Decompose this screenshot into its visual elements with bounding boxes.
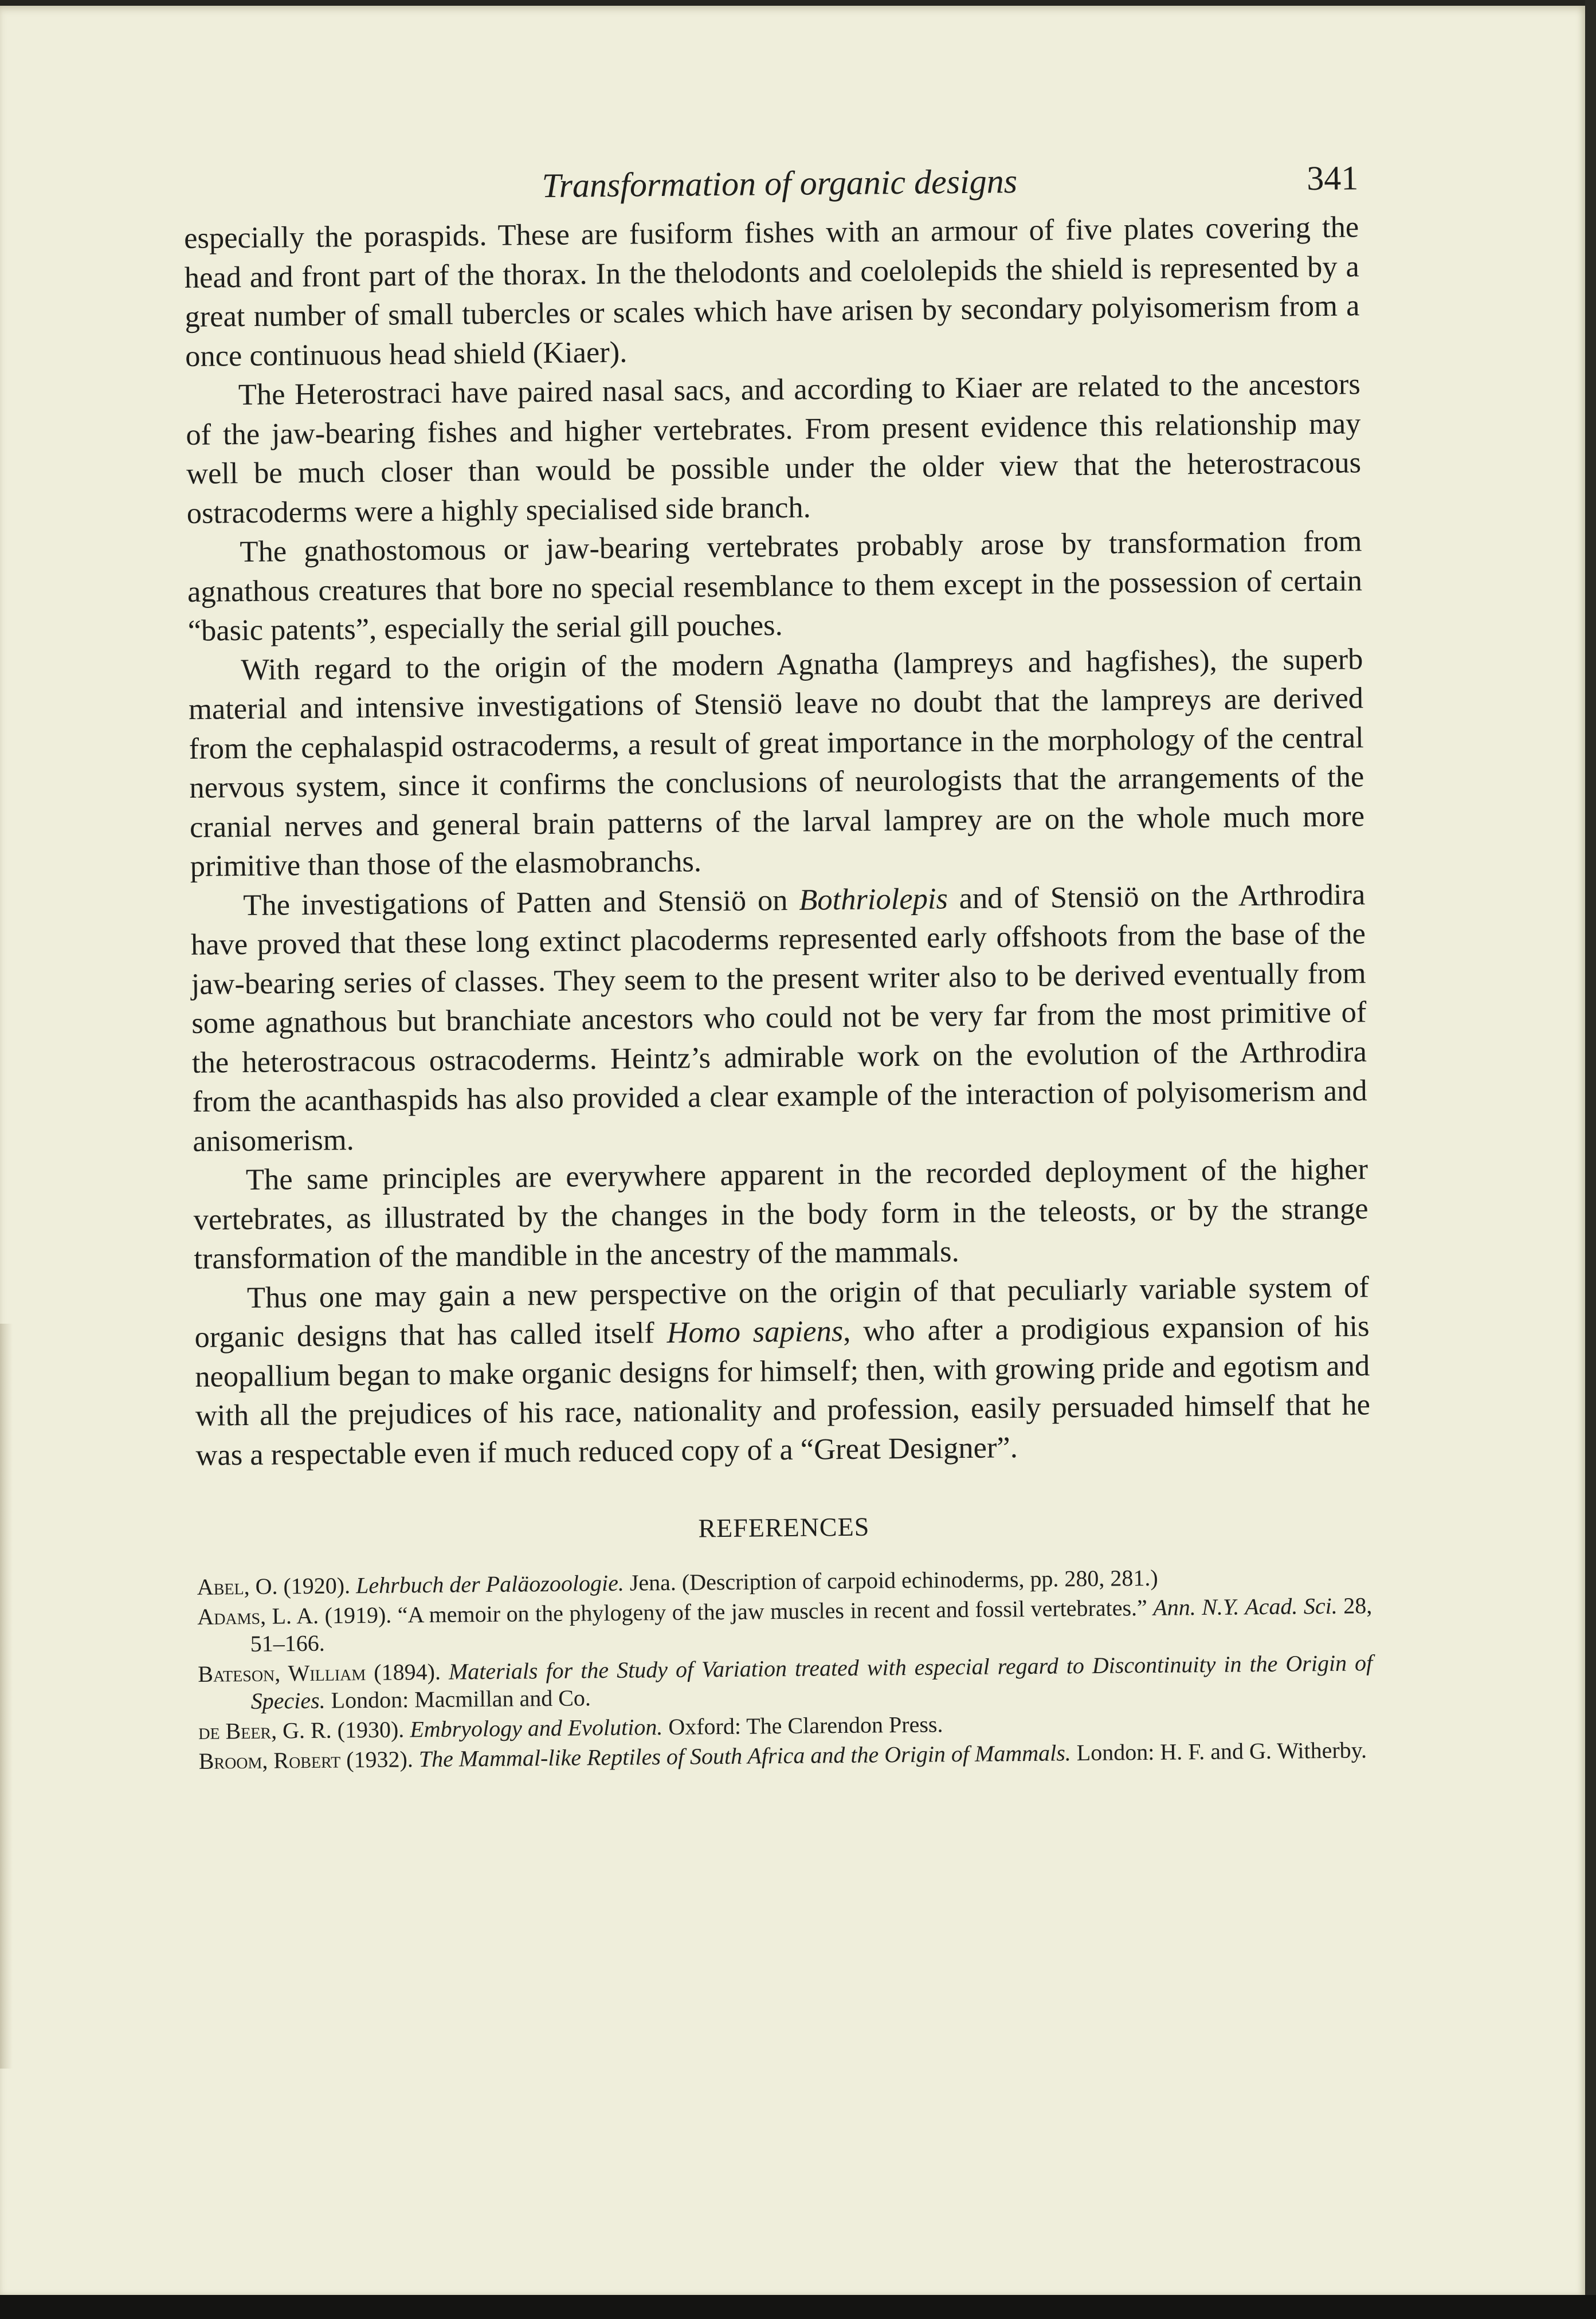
paragraph <box>187 521 1363 650</box>
reference-author: de Beer <box>198 1717 272 1744</box>
reference-author: Abel <box>197 1574 244 1600</box>
reference-entry <box>197 1592 1373 1658</box>
running-head <box>183 155 1359 218</box>
reference-text: (1932). <box>340 1746 419 1773</box>
reference-text: 28, 51–166. <box>250 1592 1373 1657</box>
reference-text: , O. (1920). <box>244 1572 356 1600</box>
scan-bottom-edge <box>0 2295 1596 2319</box>
reference-author: Adams <box>197 1603 261 1630</box>
text-run: The investigations of Patten and Stensiö on <box>243 883 799 922</box>
paragraph <box>188 639 1365 886</box>
reference-author: Bateson, William <box>198 1659 366 1687</box>
references-list <box>197 1562 1374 1775</box>
reference-text: London: H. F. and G. Witherby. <box>1070 1737 1367 1766</box>
reference-text: London: Macmillan and Co. <box>325 1685 591 1713</box>
reference-title: Embryology and Evolution. <box>410 1714 663 1743</box>
reference-title: Ann. N.Y. Acad. Sci. <box>1153 1592 1338 1620</box>
book-page <box>0 6 1585 2295</box>
text-run: and of Stensiö on the Arthrodira have proved that these long extinct placoderms represented early offshoots from the base of the jaw-bearing series of classes. They seem to the present writer also to be derived eventually from some agnathous but branchiate ancestors who could not be very far from the most primitive of the heterostracous ostracoderms. Heintz’s admirable work on the evolution of the Arthrodira from the acanthaspids has also provided a clear example of the interaction of polyisomerism and anisomerism. <box>190 877 1367 1158</box>
page-binding-shadow <box>0 1324 13 2069</box>
reference-text: Oxford: The Clarendon Press. <box>662 1711 943 1740</box>
reference-entry <box>198 1649 1373 1716</box>
page-number: 341 <box>1306 159 1359 198</box>
paragraph <box>190 875 1368 1161</box>
page-content <box>183 155 1374 1777</box>
references-heading: REFERENCES <box>698 1512 870 1543</box>
reference-text: , L. A. (1919). “A memoir on the phylogeny of the jaw muscles in recent and fossil vertebrates.” <box>260 1594 1154 1629</box>
text-run: Thus one may gain a new perspective on the origin of that peculiarly variable system of organic designs that has called itself <box>194 1270 1370 1354</box>
text-run: With regard to the origin of the modern Agnatha (lampreys and hagfishes), the superb material and intensive investigations of Stensiö leave no doubt that the lampreys are derived from the cephalaspid ostracoderms, a result of great importance in the morphology of the central nervous system, since it confirms the conclusions of neurologists that the arrangements of the cranial nerves and general brain patterns of the larval lamprey are on the whole much more primitive than those of the elasmobranchs. <box>188 642 1365 883</box>
body-text <box>184 207 1371 1475</box>
reference-text: , G. R. (1930). <box>270 1716 410 1744</box>
reference-title: Materials for the Study of Variation treated with especial regard to Discontinuity in the Origin of Species. <box>250 1650 1373 1714</box>
reference-text: Jena. (Description of carpoid echinoderms, pp. 280, 281.) <box>624 1564 1158 1596</box>
text-run: The same principles are everywhere apparent in the recorded deployment of the higher vertebrates, as illustrated by the changes in the body form in the teleosts, or by the strange transformation of the mandible in the ancestry of the mammals. <box>193 1152 1368 1276</box>
running-title: Transformation of organic designs <box>542 162 1018 205</box>
text-run: , who after a prodigious expansion of his neopallium began to make organic designs for himself; then, with growing pride and egotism and with all the prejudices of his race, nationality and profession, easily persuaded himself that he was a respectable even if much reduced copy of a “Great Designer”. <box>194 1309 1371 1472</box>
reference-author: Broom, Robert <box>198 1747 341 1774</box>
text-run: The Heterostraci have paired nasal sacs, and according to Kiaer are related to the ancestors of the jaw-bearing fishes and higher vertebrates. From present evidence this relationship may well be much closer than would be possible under the older view that the heterostracous ostracoderms were a highly specialised side branch. <box>186 367 1362 530</box>
scan-right-edge <box>1585 0 1596 2319</box>
paragraph <box>194 1268 1371 1475</box>
italic-text: Homo sapiens <box>666 1315 844 1349</box>
paragraph <box>186 364 1362 533</box>
paragraph <box>184 207 1360 376</box>
text-run: The gnathostomous or jaw-bearing vertebrates probably arose by transformation from agnathous creatures that bore no special resemblance to them except in the possession of certain “basic patents”, especially the serial gill pouches. <box>187 524 1363 648</box>
reference-title: The Mammal-like Reptiles of South Africa and the Origin of Mammals. <box>418 1740 1072 1772</box>
italic-text: Bothriolepis <box>799 881 948 917</box>
paragraph <box>193 1149 1369 1278</box>
reference-text: (1894). <box>366 1658 449 1686</box>
text-run: especially the poraspids. These are fusiform fishes with an armour of five plates covering the head and front part of the thorax. In the thelodonts and coelolepids the shield is represented by a great number of small tubercles or scales which have arisen by secondary polyisomerism from a once continuous head shield (Kiaer). <box>183 210 1360 373</box>
reference-title: Lehrbuch der Paläozoologie. <box>355 1569 625 1599</box>
